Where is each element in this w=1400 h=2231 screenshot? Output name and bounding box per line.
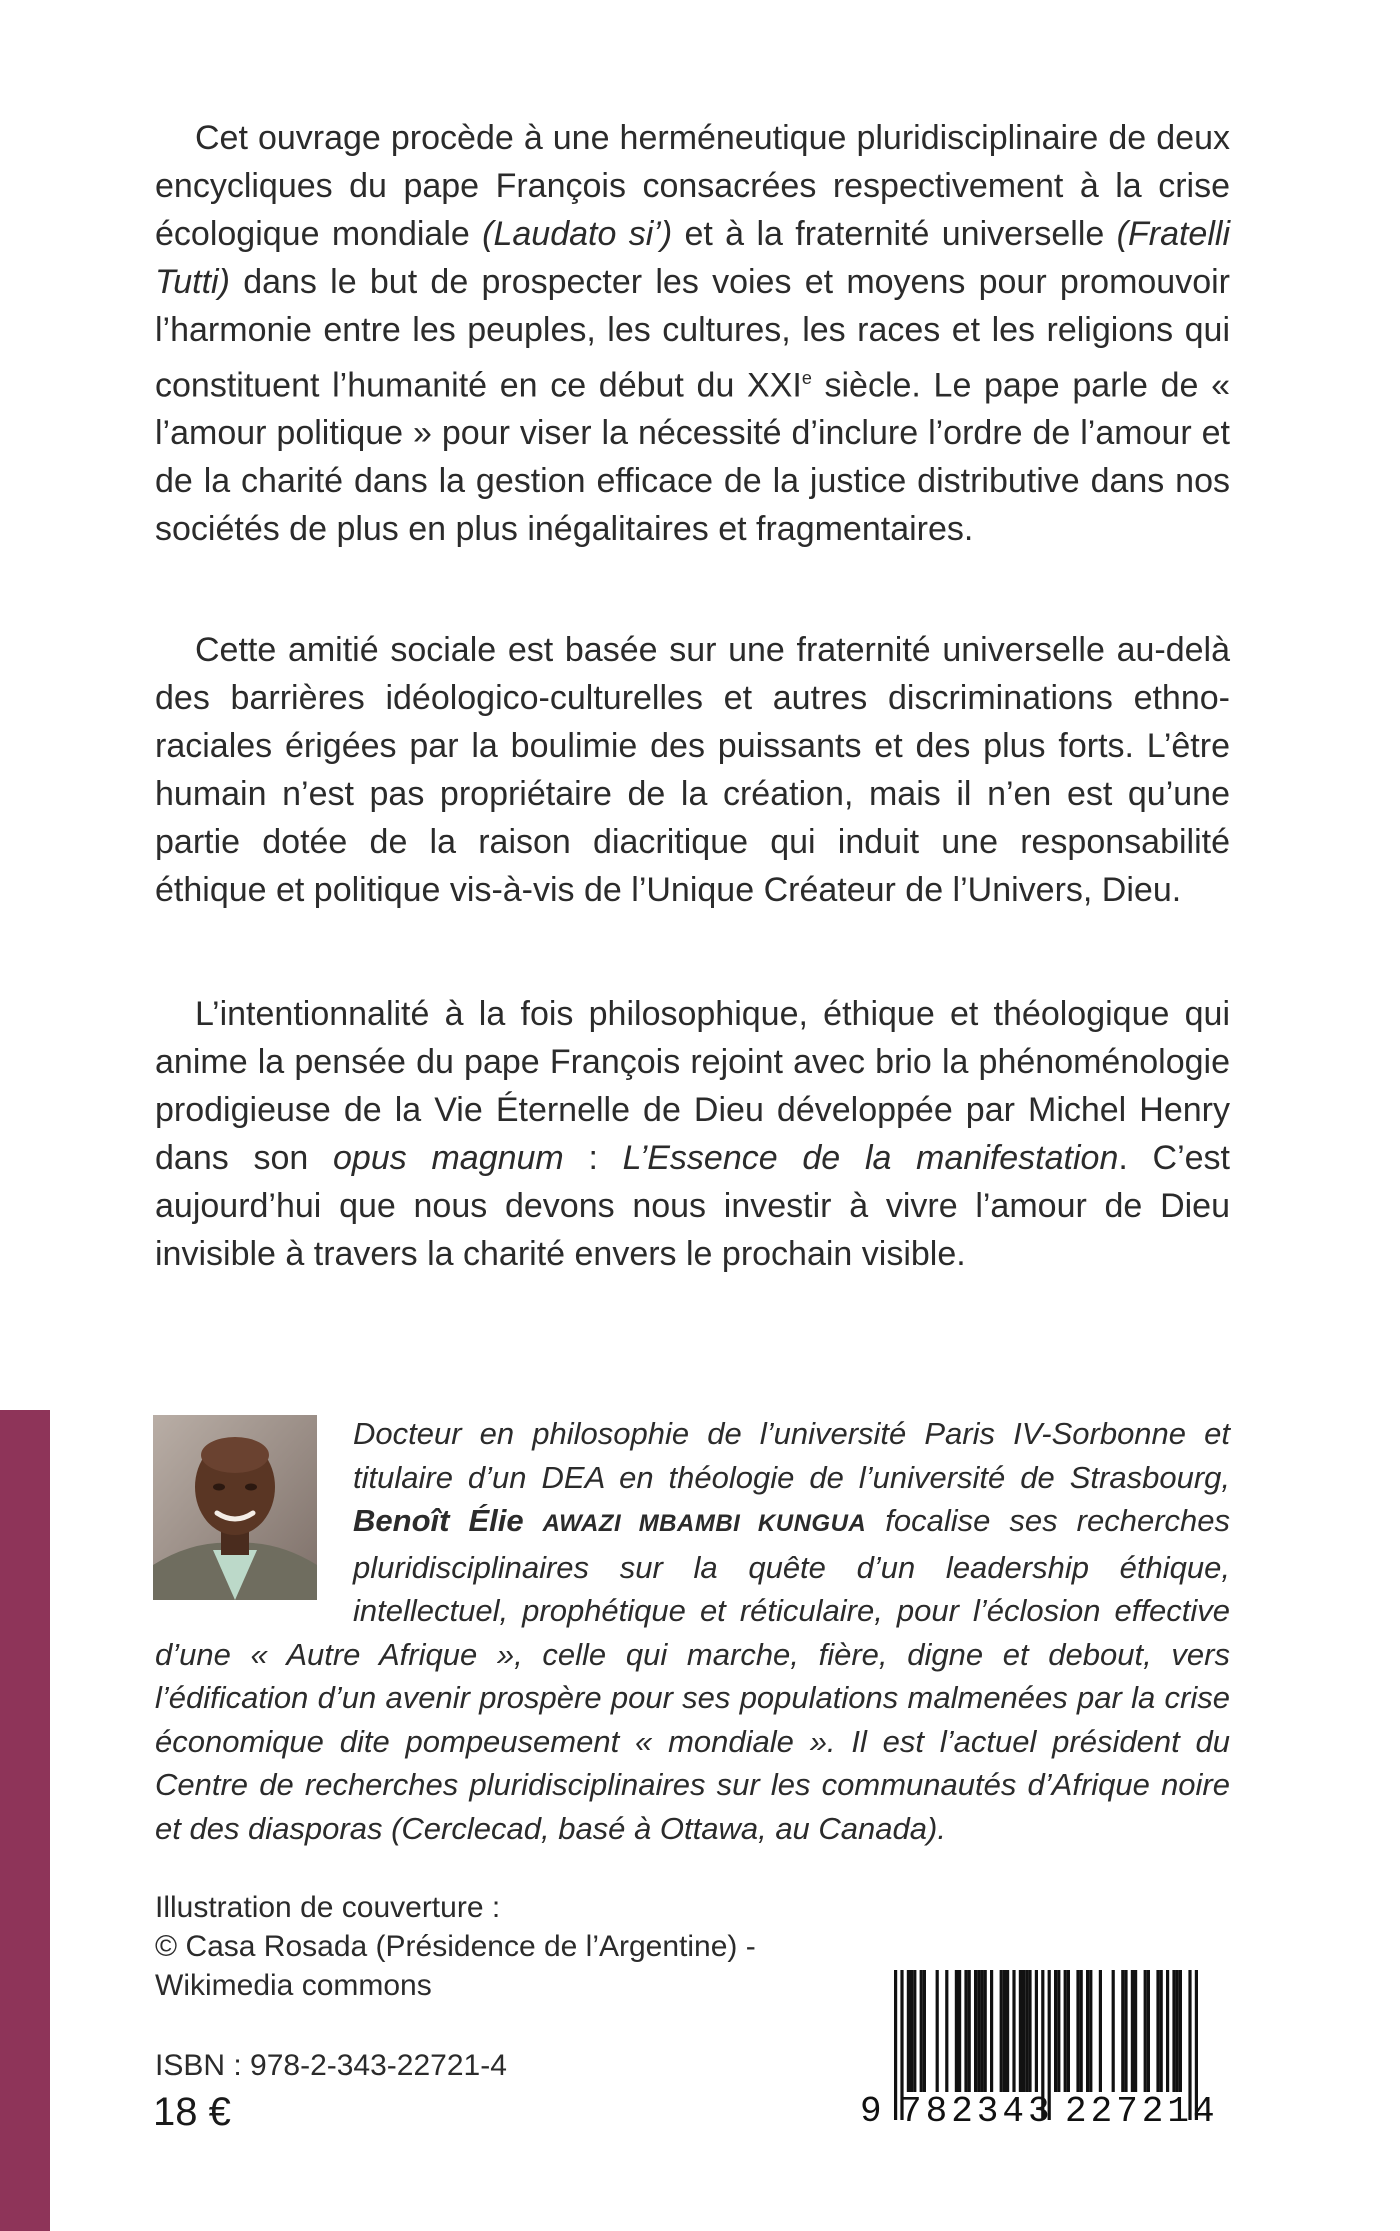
barcode-bar (920, 1970, 923, 2092)
barcode-bar (1064, 1970, 1067, 2092)
barcode-bar (1176, 1970, 1179, 2092)
barcode-bar (936, 1970, 939, 2092)
barcode-bar (1124, 1970, 1127, 2092)
barcode-bar (923, 1970, 926, 2092)
blurb-paragraph-3: L’intentionnalité à la fois philosophique, éthique et théologique qui anime la pensée du pape François rejoint avec brio la phénoménologie prodigieuse de la Vie Éternelle de Dieu développée par Michel Henry dans son opus magnum : L’Essence de la manifestation. C’est aujourd’hui que nous devons nous investir à vivre l’amour de Dieu invisible à travers la charité envers le prochain visible. (155, 995, 1230, 1273)
barcode-bar (980, 1970, 983, 2092)
barcode-bar (1147, 1970, 1150, 2092)
author-bio: Docteur en philosophie de l’université Paris IV-Sorbonne et titulaire d’un DEA en théologie de l’université de Strasbourg, Benoît Élie AWAZI MBAMBI KUNGUA focalise ses recherches pluridisciplinaires sur la quête d’un leadership éthique, intellectuel, prophétique et réticulaire, pour l’éclosion effective d’une « Autre Afrique », celle qui marche, fière, digne et debout, vers l’édification d’un avenir prospère pour ses populations malmenées par la crise économique dite pompeusement « mondiale ». Il est l’actuel président du Centre de recherches pluridisciplinaires sur les communautés d’Afrique noire et des diasporas (Cerclecad, basé à Ottawa, au Canada). (155, 1416, 1231, 1846)
barcode-lead-digit: 9 (860, 2091, 882, 2132)
barcode-bar (1003, 1970, 1006, 2092)
barcode-bar (1089, 1970, 1092, 2092)
sidebar-color-bar (0, 1410, 50, 2231)
barcode-bar (1067, 1970, 1070, 2092)
barcode-bar (1080, 1970, 1083, 2092)
barcode-bar (1012, 1970, 1015, 2092)
price-label: 18 € (153, 2090, 231, 2134)
barcode-bar (990, 1970, 993, 2092)
barcode-bar (1025, 1970, 1028, 2092)
barcode-bar (1086, 1970, 1089, 2092)
barcode-bar (907, 1970, 910, 2092)
barcode-bar (1134, 1970, 1137, 2092)
barcode-bar (1156, 1970, 1159, 2092)
barcode-bar (958, 1970, 961, 2092)
barcode-bar (1172, 1970, 1175, 2092)
barcode-bar (977, 1970, 980, 2092)
barcode-bar (1144, 1970, 1147, 2092)
barcode-bar (984, 1970, 987, 2092)
barcode-bar (1179, 1970, 1182, 2092)
cover-credit (155, 1888, 756, 2005)
barcode-bar (1121, 1970, 1124, 2092)
barcode-bar (1112, 1970, 1115, 2092)
barcode-bar (945, 1970, 948, 2092)
barcode-bar (968, 1970, 971, 2092)
barcode-bar (894, 1970, 897, 2120)
barcode-bar (1035, 1970, 1038, 2092)
barcode-bar (1006, 1970, 1009, 2092)
blurb-paragraph-1: Cet ouvrage procède à une herméneutique pluridisciplinaire de deux encycliques du pape François consacrées respectivement à la crise écologique mondiale (Laudato si’) et à la fraternité universelle (Fratelli Tutti) dans le but de prospecter les voies et moyens pour promouvoir l’harmonie entre les peuples, les cultures, les races et les religions qui constituent l’humanité en ce début du XXIe siècle. Le pape parle de « l’amour politique » pour viser la nécessité d’inclure l’ordre de l’amour et de la charité dans la gestion efficace de la justice distributive dans nos sociétés de plus en plus inégalitaires et fragmentaires. (155, 119, 1230, 549)
credit-line-3: Wikimedia commons (155, 1969, 432, 2002)
barcode-bar (910, 1970, 913, 2092)
barcode-bar (1028, 1970, 1031, 2092)
barcode-bar (1057, 1970, 1060, 2092)
barcode-right-digits: 227214 (1065, 2091, 1219, 2132)
isbn-label: ISBN : 978-2-343-22721-4 (155, 2049, 507, 2082)
blurb-paragraph-2: Cette amitié sociale est basée sur une fraternité universelle au-delà des barrières idéologico-culturelles et autres discriminations ethno-raciales érigées par la boulimie des puissants et des plus forts. L’être humain n’est pas propriétaire de la création, mais il n’en est qu’une partie dotée de la raison diacritique qui induit une responsabilité éthique et politique vis-à-vis de l’Unique Créateur de l’Univers, Dieu. (155, 631, 1230, 909)
credit-line-2: © Casa Rosada (Présidence de l’Argentine) - (155, 1930, 756, 1963)
barcode-bar (1099, 1970, 1102, 2092)
barcode-bar (955, 1970, 958, 2092)
barcode-bar (1131, 1970, 1134, 2092)
barcode-bar (1022, 1970, 1025, 2092)
barcode-bar (964, 1970, 967, 2092)
barcode-bar (913, 1970, 916, 2092)
barcode-bar (1019, 1970, 1022, 2092)
barcode-bar (1000, 1970, 1003, 2092)
credit-line-1: Illustration de couverture : (155, 1891, 501, 1924)
barcode-bar (1054, 1970, 1057, 2092)
barcode-bar (1076, 1970, 1079, 2092)
barcode-bar (1160, 1970, 1163, 2092)
barcode-bar (1166, 1970, 1169, 2092)
barcode-bar (974, 1970, 977, 2092)
barcode-left-digits: 782343 (900, 2091, 1054, 2132)
author-name: Benoît Élie AWAZI MBAMBI KUNGUA (353, 1503, 867, 1538)
